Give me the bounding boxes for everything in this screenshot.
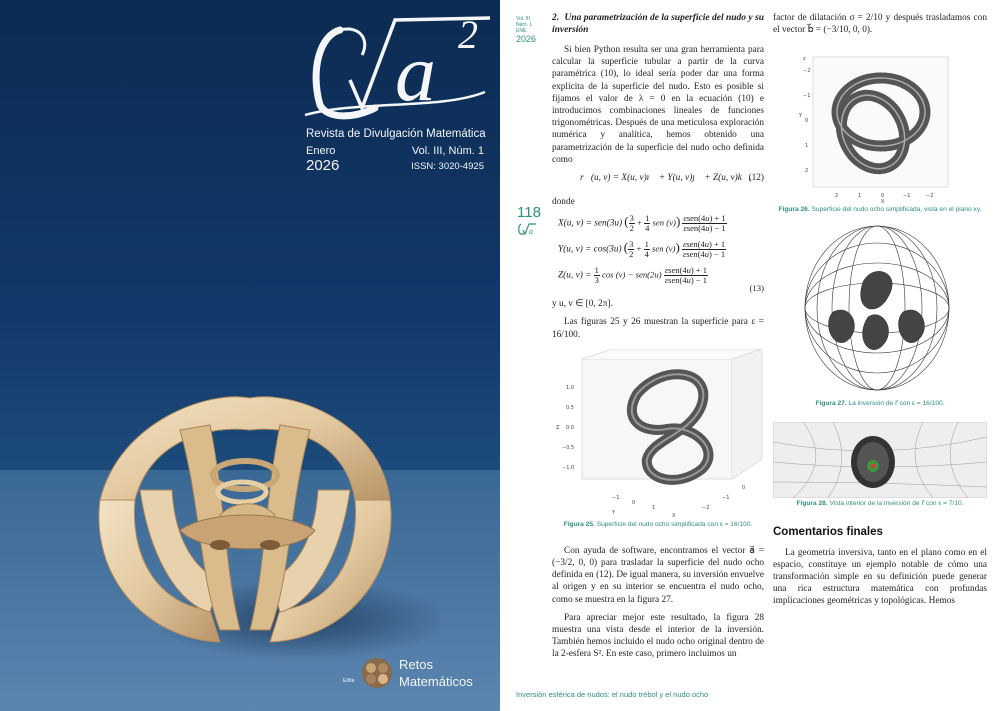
svg-text:0: 0 — [742, 484, 746, 491]
figure-27-caption — [773, 400, 987, 408]
figure-28-caption — [773, 500, 987, 508]
comments-heading: Comentarios finales — [773, 526, 883, 539]
equation-y: Y(u, v) = cos(3u) ( $\frac{3}{2}$ + $\frac{1}{4}$ sen (v)) $\frac{\text{εsen(4u) + 1}}{\text{εsen(4u) − 1}}$ — [558, 239, 726, 260]
donde-label: donde — [552, 197, 575, 208]
publisher-name-line1: Retos — [399, 657, 433, 672]
publisher-prefix: Edita — [343, 678, 355, 684]
magazine-logo — [300, 10, 495, 125]
figure-26-knot-xy-view — [773, 42, 987, 204]
equation-z: Z(u, v) = $\frac{1}{3}$ cos (v) − sen(2u) $\frac{\text{εsen(4u) + 1}}{\text{εsen(4u) − 1}}$ — [558, 265, 707, 286]
page-footer: Inversión esférica de nudos: el nudo trébol y el nudo ocho — [516, 690, 709, 699]
side-meta-volume: Vol. III — [516, 16, 530, 22]
svg-text:0: 0 — [881, 193, 885, 200]
equation-13-number: (13) — [749, 283, 764, 294]
equation-z-lhs: Z(u, v) = — [558, 270, 592, 281]
svg-text:−1: −1 — [722, 494, 730, 501]
paragraph-3: Con ayuda de software, encontramos el vector a⃗ = (−3/2, 0, 0) para trasladar la superficie del nudo ocho definida en (12). De igual manera, su inversión envuelve al origen y en su interior se encuentra el nudo ocho, como se muestra en la figura 27. — [552, 545, 764, 605]
svg-text:−1: −1 — [803, 93, 811, 100]
side-meta-year: 2026 — [516, 34, 537, 44]
svg-text:1: 1 — [858, 193, 862, 200]
issue-volume: Vol. III, Núm. 1 — [411, 145, 484, 157]
svg-text:a: a — [529, 227, 533, 236]
svg-text:1.0: 1.0 — [566, 384, 574, 391]
svg-text:−2: −2 — [702, 504, 710, 511]
svg-text:z: z — [803, 56, 806, 63]
svg-text:0.5: 0.5 — [566, 404, 574, 411]
equation-12-body: r⃗(u, v) = X(u, v)ı⃗ + Y(u, v)ȷ⃗ + Z(u, v)k⃗, — [580, 173, 752, 184]
figure-26-label: Figura 26. — [778, 206, 810, 214]
svg-text:2: 2 — [835, 193, 839, 200]
issue-year: 2026 — [306, 157, 340, 174]
figure-28-label: Figura 28. — [796, 500, 828, 508]
publisher-logo-icon — [358, 654, 396, 692]
parameter-range: y u, v ∈ [0, 2π]. — [552, 299, 613, 310]
equation-y-lhs: Y(u, v) = cos(3u) — [558, 244, 622, 255]
section-heading — [552, 12, 764, 36]
svg-text:Y: Y — [799, 113, 803, 120]
equation-12 — [552, 172, 764, 190]
paragraph-2: Las figuras 25 y 26 muestran la superficie para ε = 16/100. — [552, 317, 764, 340]
article-page — [500, 0, 1000, 711]
figure-26-caption — [773, 206, 987, 214]
svg-text:0: 0 — [632, 499, 636, 506]
figure-25-knot-surface — [552, 349, 764, 519]
figure-27-caption-text: La inversión de r⃗ con ε = 16/100. — [848, 400, 945, 408]
section-heading-text: Una parametrización de la superficie del nudo y su inversión — [552, 13, 765, 35]
figure-27-inversion — [773, 222, 987, 400]
equation-x-lhs: X(u, v) = sen(3u) — [558, 218, 623, 229]
figure-25-caption-text: Superficie del nudo ocho simplificada con ε = 16/100. — [596, 520, 753, 528]
logo-superscript: 2 — [458, 12, 478, 57]
svg-text:0.0: 0.0 — [566, 424, 574, 431]
svg-text:−1.0: −1.0 — [562, 464, 575, 471]
equation-13 — [552, 212, 764, 294]
figure-25-label: Figura 25. — [563, 520, 595, 528]
side-meta — [516, 16, 536, 44]
equation-12-number: (12) — [748, 173, 764, 184]
issue-issn: ISSN: 3020-4925 — [411, 161, 484, 172]
paragraph-5: factor de dilatación σ = 2/10 y después trasladamos con el vector b⃗ = (−3/10, 0, 0). — [773, 13, 987, 36]
magazine-name: Revista de Divulgación Matemática — [306, 128, 486, 140]
paragraph-6: La geometría inversiva, tanto en el plano como en el espacio, constituye un ejemplo notable de cómo una transformación simple en su definición puede generar una rica estructura matemática con profundas implicaciones geométricas y topológicas. Hemos — [773, 547, 987, 607]
svg-text:1: 1 — [652, 504, 656, 511]
figure-27-label: Figura 27. — [815, 400, 847, 408]
figure-25-caption — [552, 521, 764, 529]
svg-text:−0.5: −0.5 — [562, 444, 575, 451]
left-column — [552, 12, 764, 667]
figure-26-caption-text: Superficie del nudo ocho simplificada, vista en el plano xy. — [811, 206, 982, 214]
publisher-name-line2: Matemáticos — [399, 674, 473, 689]
equation-x: X(u, v) = sen(3u) ( $\frac{3}{2}$ + $\frac{1}{4}$ sen (v)) $\frac{\text{εsen(4u) + 1}}{\text{εsen(4u) − 1}}$ — [558, 213, 726, 234]
side-meta-month: ENE. — [516, 28, 528, 34]
svg-text:X: X — [672, 512, 676, 519]
side-meta-number: Núm. 1 — [516, 22, 533, 28]
figure-28-interior-view — [773, 422, 987, 498]
wooden-knot-sculpture — [60, 380, 440, 670]
svg-text:2: 2 — [805, 168, 809, 175]
right-column — [773, 12, 987, 614]
svg-text:−2: −2 — [803, 68, 811, 75]
svg-text:Z: Z — [556, 424, 560, 431]
svg-text:−1: −1 — [903, 193, 911, 200]
issue-month: Enero — [306, 145, 336, 157]
paragraph-4: Para apreciar mejor este resultado, la figura 28 muestra una vista desde el interior de la inversión. También hemos incluido el nudo ocho original dentro de la 2-esfera S². En este caso, primero incluimos un — [552, 612, 764, 660]
svg-text:−2: −2 — [926, 193, 934, 200]
small-logo-icon — [517, 222, 539, 236]
section-heading-number: 2. — [552, 13, 560, 23]
svg-text:0: 0 — [805, 118, 809, 125]
paragraph-1: Si bien Python resulta ser una gran herramienta para calcular la superficie tubular a partir de la curva paramétrica (10), lo ideal sería poder dar una forma explícita de la superficie del nudo. Esto es posible si fijamos el valor de λ = 0 en la ecuación (10) e introducimos combinaciones lineales de funciones trigonométricas. Después de una meticulosa exploración numérica y analítica, hemos obtenido una parametrización de la superficie del nudo ocho definida como — [552, 45, 764, 165]
svg-text:Y: Y — [612, 509, 616, 516]
svg-text:−1: −1 — [612, 494, 620, 501]
figure-28-caption-text: Vista interior de la inversión de r⃗ con ε = 7/10. — [829, 500, 964, 508]
svg-text:1: 1 — [805, 143, 809, 150]
logo-letter: a — [395, 27, 436, 118]
page-number: 118 — [517, 204, 541, 221]
svg-text:X: X — [881, 199, 885, 205]
